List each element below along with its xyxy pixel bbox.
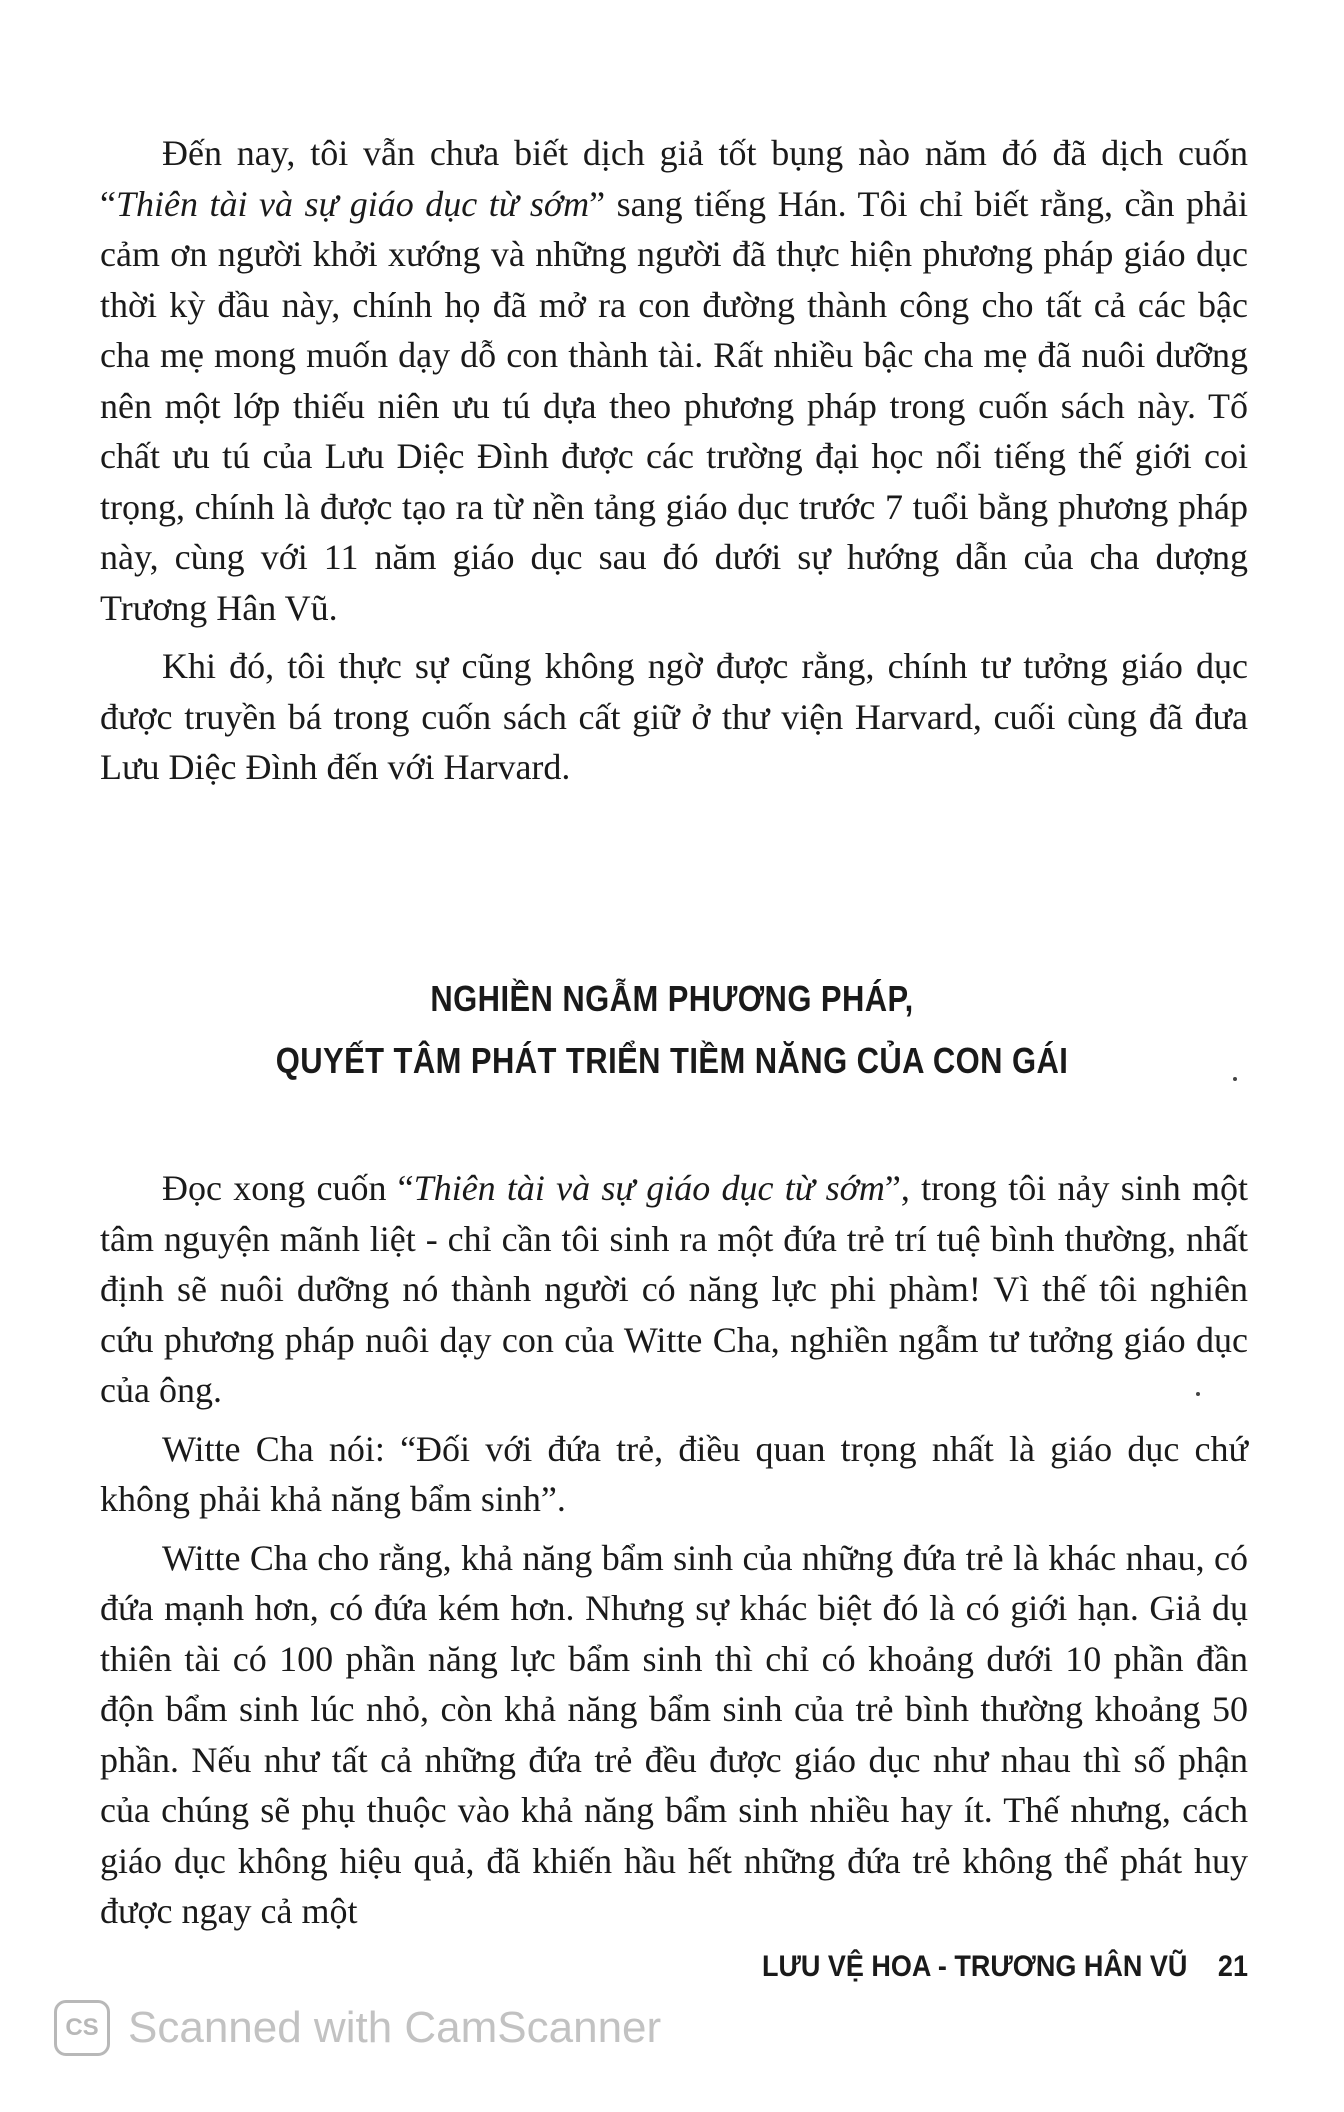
paragraph: Witte Cha cho rằng, khả năng bẩm sinh của những đứa trẻ là khác nhau, có đứa mạnh hơn, có đứa kém hơn. Nhưng sự khác biệt đó là có giới hạn. Giả dụ thiên tài có 100 phần năng lực bẩm sinh thì chỉ có khoảng dưới 10 phần đần độn bẩm sinh lúc nhỏ, còn khả năng bẩm sinh của trẻ bình thường khoảng 50 phần. Nếu như tất cả những đứa trẻ đều được giáo dục như nhau thì số phận của chúng sẽ phụ thuộc vào khả năng bẩm sinh nhiều hay ít. Thế nhưng, cách giáo dục không hiệu quả, đã khiến hầu hết những đứa trẻ không thể phát huy được ngay cả một bbox=[100, 1537, 1248, 1931]
paragraph: Đến nay, tôi vẫn chưa biết dịch giả tốt bụng nào năm đó đã dịch cuốn “Thiên tài và sự giáo dục từ sớm” sang tiếng Hán. Tôi chỉ biết rằng, cần phải cảm ơn người khởi xướng và những người đã thực hiện phương pháp giáo dục thời kỳ đầu này, chính họ đã mở ra con đường thành công cho tất cả các bậc cha mẹ mong muốn dạy dỗ con thành tài. Rất nhiều bậc cha mẹ đã nuôi dưỡng nên một lớp thiếu niên ưu tú dựa theo phương pháp trong cuốn sách này. Tố chất ưu tú của Lưu Diệc Đình được các trường đại học nổi tiếng thế giới coi trọng, chính là được tạo ra từ nền tảng giáo dục trước 7 tuổi bằng phương pháp này, cùng với 11 năm giáo dục sau đó dưới sự hướng dẫn của cha dượng Trương Hân Vũ. bbox=[100, 133, 1249, 628]
section-2 bbox=[100, 1163, 1248, 1937]
heading-line-2: QUYẾT TÂM PHÁT TRIỂN TIỀM NĂNG CỦA CON GÁI bbox=[275, 1040, 1069, 1081]
paragraph: Khi đó, tôi thực sự cũng không ngờ được rằng, chính tư tưởng giáo dục được truyền bá trong cuốn sách cất giữ ở thư viện Harvard, cuối cùng đã đưa Lưu Diệc Đình đến với Harvard. bbox=[100, 646, 1248, 787]
paragraph: Witte Cha nói: “Đối với đứa trẻ, điều quan trọng nhất là giáo dục chứ không phải khả năng bẩm sinh”. bbox=[100, 1428, 1248, 1519]
section-1 bbox=[100, 128, 1248, 793]
heading-line-1: NGHIỀN NGẪM PHƯƠNG PHÁP, bbox=[430, 978, 914, 1019]
book-title: Thiên tài và sự giáo dục từ sớm bbox=[413, 1168, 885, 1208]
camscanner-watermark bbox=[54, 1998, 661, 2058]
paragraph: Đọc xong cuốn “Thiên tài và sự giáo dục từ sớm”, trong tôi nảy sinh một tâm nguyện mãnh liệt - chỉ cần tôi sinh ra một đứa trẻ trí tuệ bình thường, nhất định sẽ nuôi dưỡng nó thành người có năng lực phi phàm! Vì thế tôi nghiên cứu phương pháp nuôi dạy con của Witte Cha, nghiền ngẫm tư tưởng giáo dục của ông. bbox=[100, 1168, 1249, 1410]
page-number: 21 bbox=[1217, 1950, 1248, 1983]
scan-speck bbox=[1196, 1392, 1200, 1396]
watermark-text: Scanned with CamScanner bbox=[128, 2003, 662, 2052]
scan-speck bbox=[1233, 1077, 1237, 1081]
section-heading bbox=[94, 968, 1250, 1092]
camscanner-logo-icon: CS bbox=[54, 2000, 110, 2056]
book-title: Thiên tài và sự giáo dục từ sớm bbox=[115, 183, 590, 224]
page-footer bbox=[762, 1950, 1248, 1984]
running-head: LƯU VỆ HOA - TRƯƠNG HÂN VŨ bbox=[762, 1950, 1188, 1983]
